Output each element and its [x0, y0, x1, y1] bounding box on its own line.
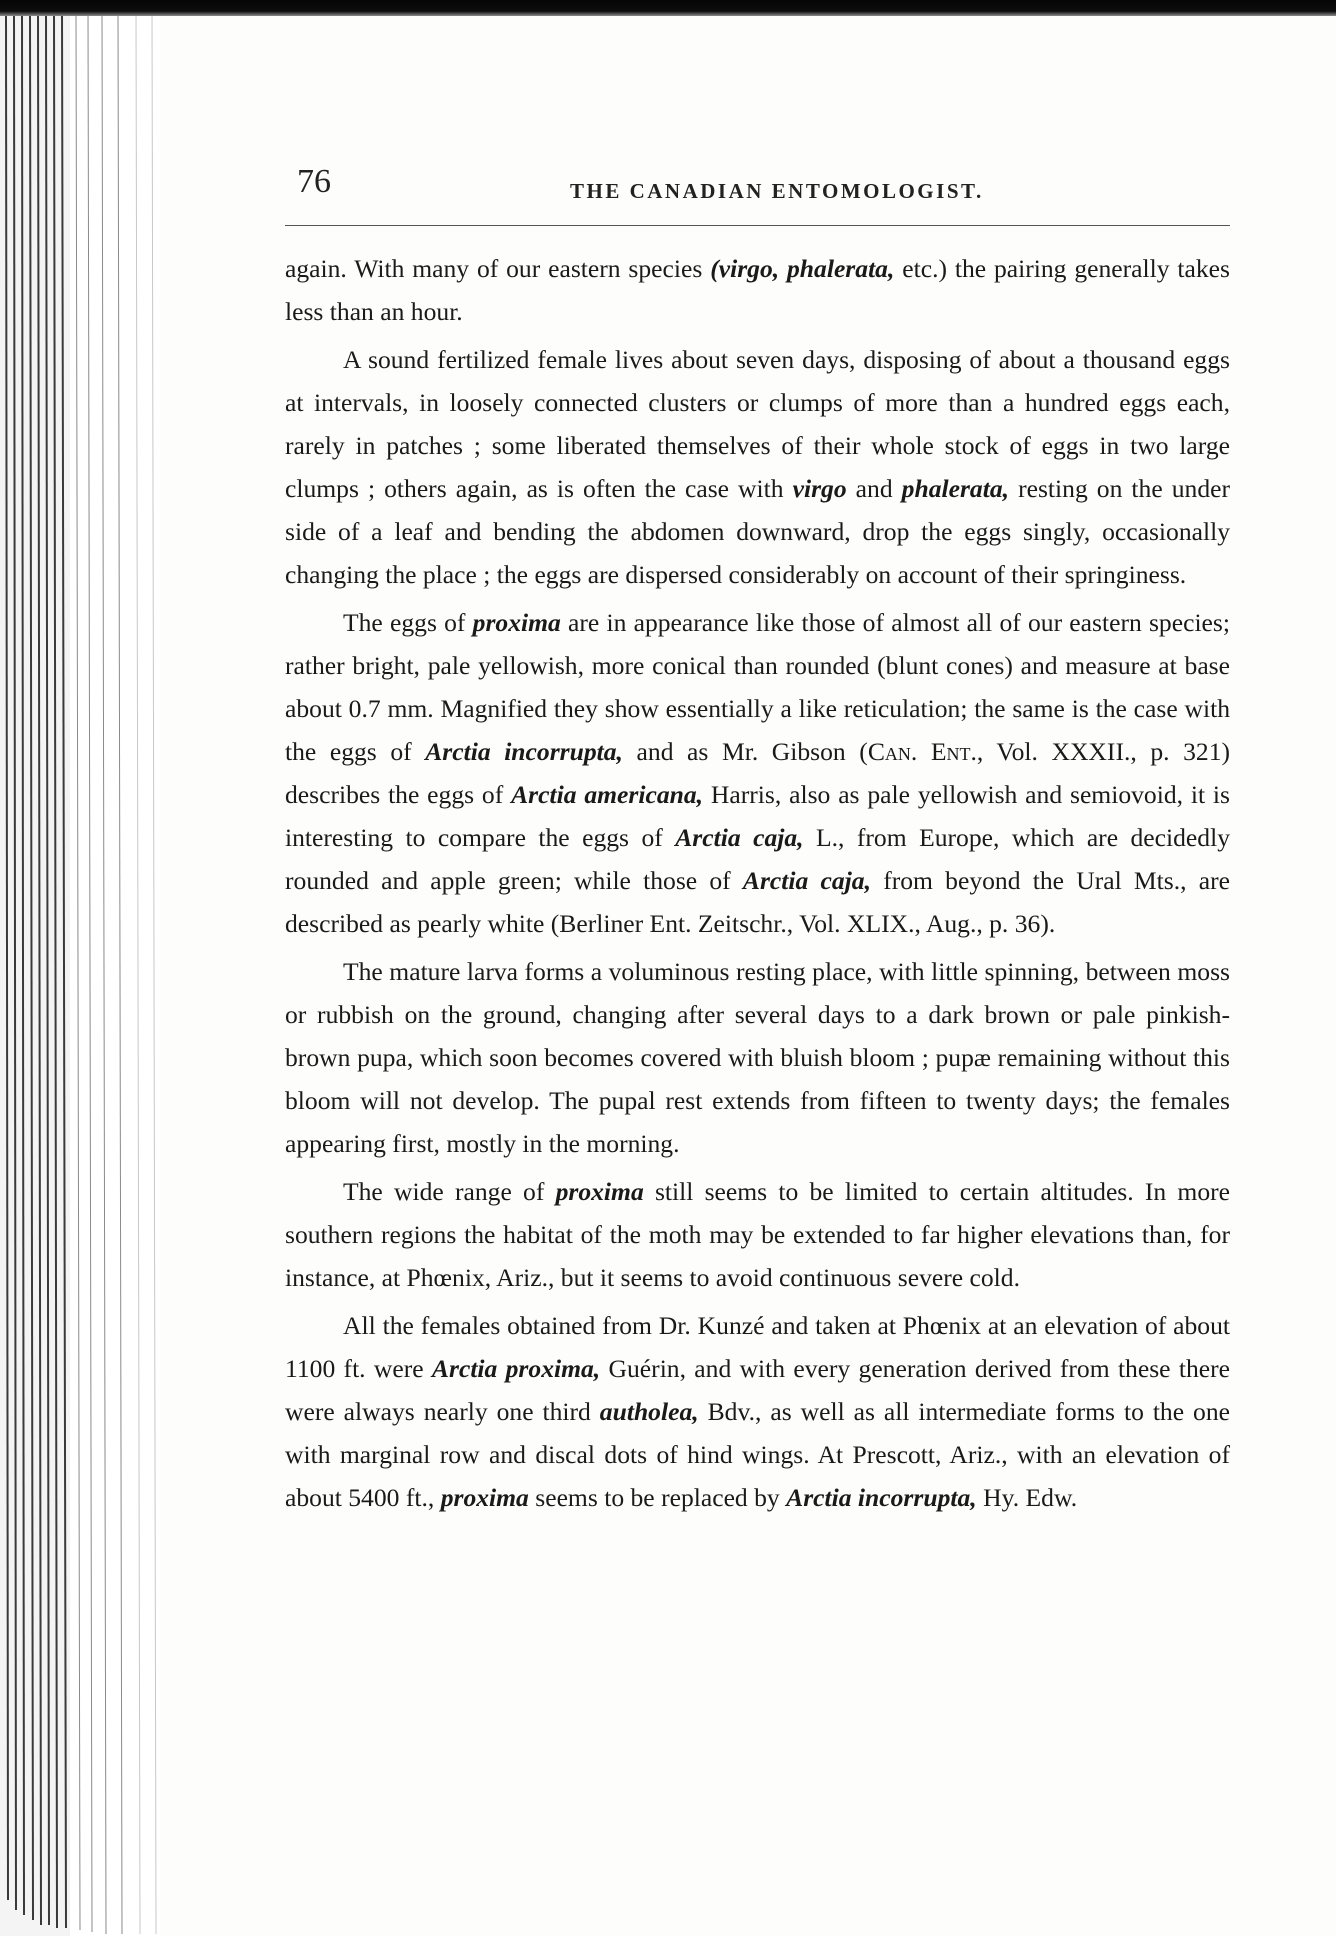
italic-term: phalerata,: [901, 474, 1010, 503]
italic-term: Arctia caja,: [742, 866, 871, 895]
text-run: Bdv., as well as all intermediate forms to the one with marginal row and discal dots of hind wings. At Prescott, Ariz., with an elevation of about 5400 ft.,: [285, 1397, 1230, 1512]
italic-term: Arctia caja,: [675, 823, 804, 852]
text-run: The eggs of: [343, 608, 473, 637]
text-run: from beyond the Ural Mts., are described as pearly white (Berliner Ent. Zeitschr., Vol. XLIX., Aug., p. 36).: [285, 866, 1230, 938]
paragraph-2: [285, 338, 1230, 596]
text-run: still seems to be limited to certain altitudes. In more southern regions the habitat of the moth may be extended to far higher elevations than, for instance, at Phœnix, Ariz., but it seems to avoid continuous severe cold.: [285, 1177, 1230, 1292]
page-content: [285, 155, 1231, 1512]
italic-term: Arctia incorrupta,: [425, 737, 623, 766]
text-run: and: [846, 474, 902, 503]
page-number: 76: [297, 163, 331, 200]
paragraph-4: [285, 950, 1230, 1165]
italic-term: Arctia incorrupta,: [786, 1483, 977, 1512]
text-run: , Vol. XXXII., p. 321) describes the eggs of: [285, 737, 1231, 809]
text-run: resting on the under side of a leaf and bending the abdomen downward, drop the eggs singly, occasionally changing the place ; the eggs are dispersed considerably on account of their springiness.: [285, 474, 1230, 589]
text-run: are in appearance like those of almost all of our eastern species; rather bright, pale yellowish, more conical than rounded (blunt cones) and measure at base about 0.7 mm. Magnified they show essentially a like reticulation; the same is the case with the eggs of: [285, 608, 1230, 766]
text-run: Harris, also as pale yellowish and semiovoid, it is interesting to compare the eggs of: [285, 780, 1230, 852]
italic-term: Arctia proxima,: [431, 1354, 601, 1383]
text-run: L., from Europe, which are decidedly rounded and apple green; while those of: [285, 823, 1230, 895]
italic-term: proxima: [440, 1483, 529, 1512]
italic-term: (virgo, phalerata,: [710, 254, 895, 283]
header-rule: [285, 225, 1230, 226]
italic-term: proxima: [555, 1177, 644, 1206]
paragraph-5: [285, 1170, 1230, 1299]
text-run: All the females obtained from Dr. Kunzé and taken at Phœnix at an elevation of about 1100 ft. were: [285, 1311, 1230, 1383]
paragraph-3: [285, 601, 1230, 945]
italic-term: autholea,: [599, 1397, 699, 1426]
text-run: A sound fertilized female lives about seven days, disposing of about a thousand eggs at intervals, in loosely connected clusters or clumps of more than a hundred eggs each, rarely in patches ; some liberated themselves of their whole stock of eggs in two large clumps ; others again, as is often the case with: [285, 345, 1230, 503]
text-run: again. With many of our eastern species: [285, 254, 711, 283]
text-run: seems to be replaced by: [528, 1483, 787, 1512]
book-page-edges: [0, 0, 160, 1936]
italic-term: virgo: [792, 474, 847, 503]
paragraph-1: [285, 247, 1230, 333]
italic-term: proxima: [472, 608, 561, 637]
scan-top-border: [0, 0, 1336, 16]
small-caps-citation: Can. Ent.: [867, 737, 977, 766]
journal-title: THE CANADIAN ENTOMOLOGIST.: [570, 179, 984, 203]
italic-term: Arctia americana,: [511, 780, 704, 809]
paragraph-6: [285, 1304, 1230, 1519]
text-run: The wide range of: [343, 1177, 556, 1206]
running-head: [285, 155, 1230, 207]
text-run: and as Mr. Gibson (: [622, 737, 868, 766]
text-run: The mature larva forms a voluminous resting place, with little spinning, between moss or rubbish on the ground, changing after several days to a dark brown or pale pinkish-brown pupa, which soon becomes covered with bluish bloom ; pupæ remaining without this bloom will not develop. The pupal rest extends from fifteen to twenty days; the females appearing first, mostly in the morning.: [285, 957, 1230, 1158]
text-run: Hy. Edw.: [976, 1483, 1078, 1512]
text-run: Guérin, and with every generation derived from these there were always nearly one third: [285, 1354, 1230, 1426]
article-body: [285, 247, 1230, 1519]
text-run: etc.) the pairing generally takes less than an hour.: [285, 254, 1230, 326]
